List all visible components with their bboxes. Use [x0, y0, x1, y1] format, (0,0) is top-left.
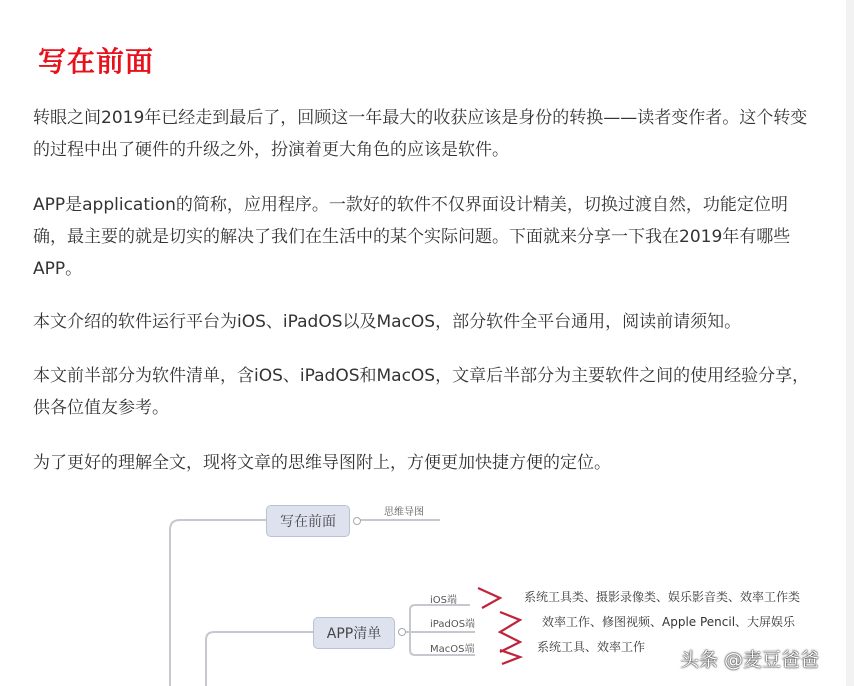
mindmap-label: 思维导图: [384, 507, 424, 518]
paragraph: APP是application的简称，应用程序。一款好的软件不仅界面设计精美，切换过渡自然，功能定位明确，最主要的就是切实的解决了我们在生活中的某个实际问题。下面就来分享一下我在2019年有哪些APP。: [33, 195, 791, 279]
paragraph: 本文前半部分为软件清单，含iOS、iPadOS和MacOS，文章后半部分为主要软件之间的使用经验分享，供各位值友参考。: [33, 366, 810, 418]
mindmap-branch-label: MacOS端: [430, 644, 475, 655]
mindmap-leaf: 效率工作、修图视频、Apple Pencil、大屏娱乐: [542, 615, 796, 629]
mindmap-branch-label: iOS端: [430, 595, 457, 606]
mindmap-branch-label: iPadOS端: [430, 619, 476, 630]
mindmap-node-intro: 写在前面: [266, 505, 350, 537]
paragraph: 为了更好的理解全文，现将文章的思维导图附上，方便更加快捷方便的定位。: [33, 453, 611, 473]
paragraph: 转眼之间2019年已经走到最后了，回顾这一年最大的收获应该是身份的转换——读者变作者。这个转变的过程中出了硬件的升级之外，扮演着更大角色的应该是软件。: [33, 108, 808, 160]
mindmap-leaf: 系统工具类、摄影录像类、娱乐影音类、效率工作类: [524, 590, 801, 604]
paragraph: 本文介绍的软件运行平台为iOS、iPadOS以及MacOS，部分软件全平台通用，阅读前请须知。: [33, 312, 742, 332]
section-heading: 写在前面: [38, 45, 155, 78]
mindmap-leaf: 系统工具、效率工作: [537, 640, 646, 654]
watermark: 头条 @麦豆爸爸: [680, 649, 820, 671]
mindmap-node-app-list: APP清单: [313, 617, 395, 649]
